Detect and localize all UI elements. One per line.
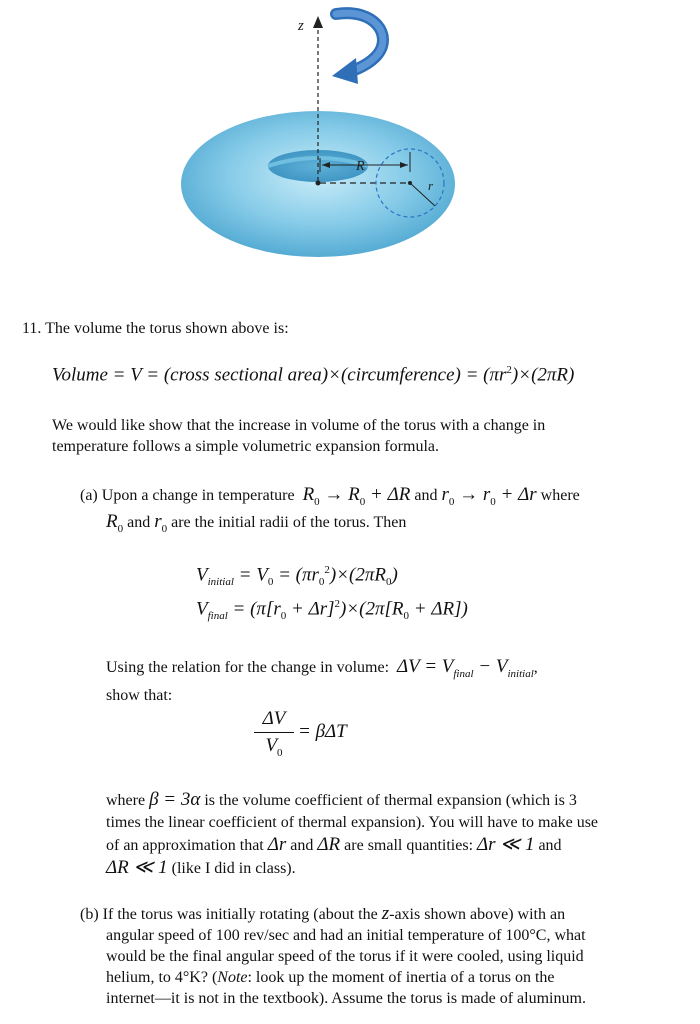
problem-heading: 11. The volume the torus shown above is: — [22, 320, 289, 337]
rotation-arrow-icon — [332, 13, 383, 84]
part-b-line-5: internet—it is not in the textbook). Assume the torus is made of aluminum. — [106, 990, 586, 1007]
part-b-line-1: (b) If the torus was initially rotating (about the z-axis shown above) with an — [80, 903, 566, 924]
z-axis-arrowhead — [313, 16, 323, 28]
r-label: r — [428, 178, 434, 193]
beta-delta-t: = βΔT — [298, 721, 347, 742]
torus-figure — [0, 0, 700, 300]
part-a-where-beta: where β = 3α is the volume coefficient of thermal expansion (which is 3 — [106, 789, 577, 810]
show-that-label: show that: — [106, 687, 173, 704]
v-initial-equation: $V_{initial} = V_0 = (\pi r_0^2)\times(2\pi R_0)$ — [196, 564, 398, 589]
intro-line-1: We would like show that the increase in volume of the torus with a change in — [52, 417, 546, 434]
part-a-line-2: $R_0$ and $r_0$ are the initial radii of the torus. Then — [106, 511, 407, 535]
R-label: R — [356, 159, 365, 174]
using-relation-line: Using the relation for the change in volume: $\Delta V = V_{final} - V_{initial}$, — [106, 656, 538, 680]
intro-line-2: temperature follows a simple volumetric expansion formula. — [52, 438, 439, 455]
part-a-like-class: ΔR ≪ 1 (like I did in class). — [106, 857, 296, 878]
z-axis-label: z — [298, 18, 304, 34]
part-b-line-2: angular speed of 100 rev/sec and had an initial temperature of 100°C, what — [106, 927, 586, 944]
part-a-approx-line: of an approximation that Δr and ΔR are small quantities: Δr ≪ 1 and — [106, 834, 562, 855]
part-a-line-1: (a) Upon a change in temperature $R_0 \to R_0 + \Delta R$ and $r_0 \to r_0 + \Delta r$ where — [80, 484, 580, 508]
delta-v-fraction: ΔV $V_0$ — [254, 708, 294, 759]
part-b-line-3: would be the final angular speed of the torus if it were cooled, using liquid — [106, 948, 584, 965]
part-a-line-times: times the linear coefficient of thermal expansion). You will have to make use — [106, 814, 599, 831]
v-final-equation: $V_{final} = (\pi[r_0 + \Delta r]^2)\times(2\pi[R_0 + \Delta R])$ — [196, 598, 468, 623]
part-b-line-4: helium, to 4°K? (Note: look up the moment of inertia of a torus on the — [106, 969, 555, 986]
volume-formula: Volume = V = (cross sectional area)×(circumference) = $(\pi r^2)\times(2\pi R)$ — [52, 364, 575, 386]
